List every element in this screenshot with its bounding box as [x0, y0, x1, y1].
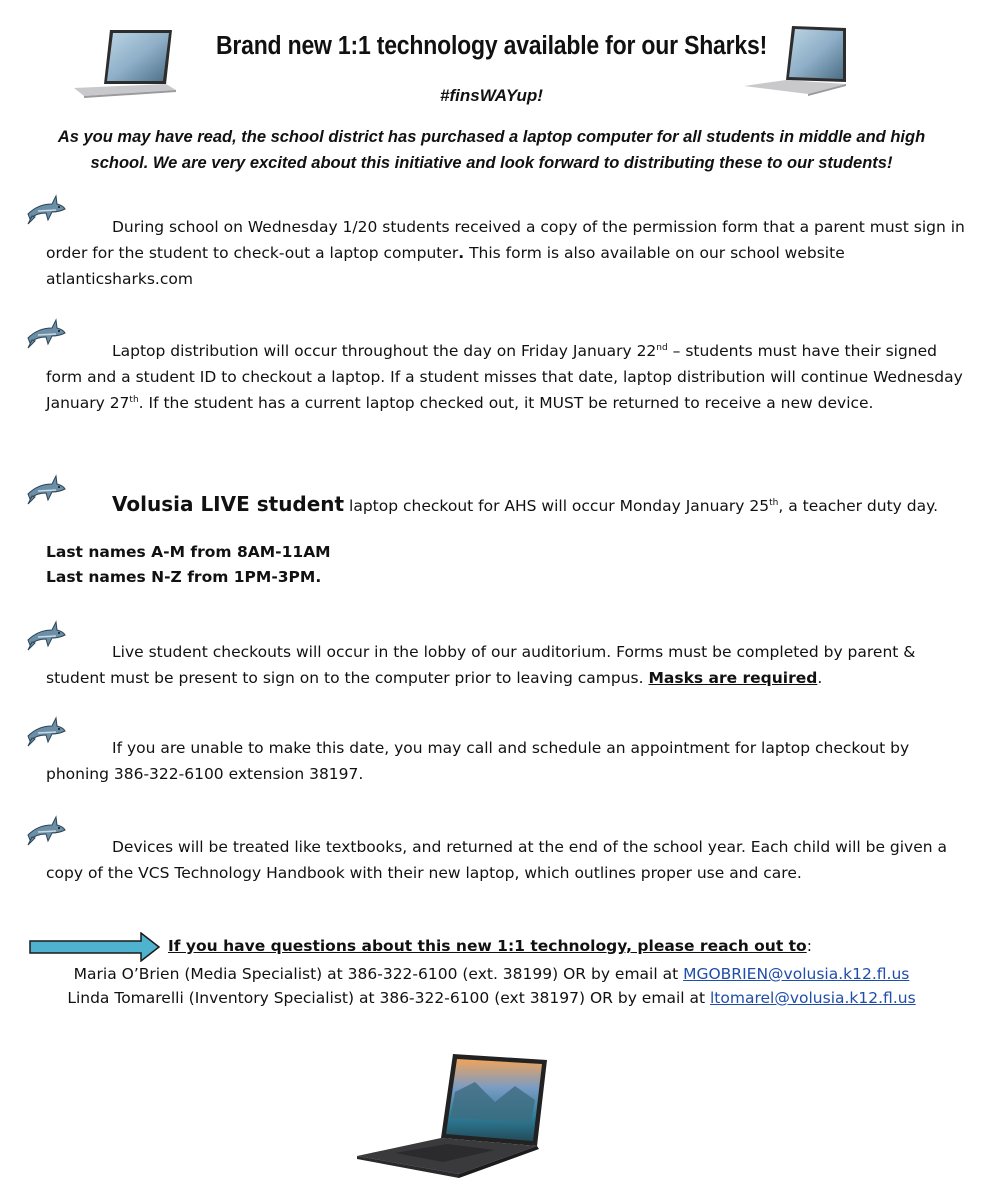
paragraph-appointment	[46, 735, 971, 787]
laptop-icon	[355, 1052, 550, 1180]
schedule-line: Last names A-M from 8AM-11AM	[46, 543, 331, 561]
contact-text: Maria O’Brien (Media Specialist) at 386-322-6100 (ext. 38199) OR by email at	[73, 965, 684, 983]
paragraph-text: If you are unable to make this date, you may call and schedule an appointment for laptop checkout by phoning 386-322-6100 extension 38197.	[46, 739, 910, 783]
paragraph-permission-form	[46, 214, 971, 292]
callout-colon: :	[806, 937, 812, 955]
callout-text: If you have questions about this new 1:1 technology, please reach out to	[168, 937, 807, 955]
paragraph-text: This form is also available on our school website atlanticsharks.com	[46, 244, 845, 288]
paragraph-text: .	[458, 244, 465, 262]
paragraph-text: – students must have their signed form and a student ID to checkout a laptop. If a student misses that date, laptop distribution will continue Wednesday January 27	[46, 342, 963, 412]
paragraph-devices	[46, 834, 971, 886]
arrow-right-icon	[29, 932, 161, 962]
paragraph-text: . If the student has a current laptop checked out, it MUST be returned to receive a new device.	[138, 394, 874, 412]
intro-text	[10, 124, 973, 176]
contact-line-maria	[0, 962, 983, 986]
masks-required-text: Masks are required	[648, 669, 818, 687]
hashtag: #finsWAYup!	[440, 86, 543, 105]
page-title: Brand new 1:1 technology available for our Sharks!	[215, 30, 768, 60]
ordinal-suffix: th	[769, 497, 779, 508]
contact-line-linda	[0, 986, 983, 1010]
paragraph-distribution	[46, 338, 971, 416]
email-link-mgobrien[interactable]: MGOBRIEN@volusia.k12.fl.us	[683, 965, 910, 983]
paragraph-text: Devices will be treated like textbooks, and returned at the end of the school year. Each child will be given a copy of the VCS Technology Handbook with their new laptop, which outlines proper use and care.	[46, 838, 948, 882]
paragraph-text: Laptop distribution will occur throughout the day on Friday January 22	[112, 342, 657, 360]
checkout-schedule	[46, 540, 331, 590]
paragraph-text: .	[817, 669, 823, 687]
paragraph-text: laptop checkout for AHS will occur Monday January 25	[344, 497, 770, 515]
paragraph-text: During school on Wednesday 1/20 students received a copy of the permission form that a parent must sign in order for the student to check-out a laptop computer	[46, 218, 965, 262]
paragraph-live-student	[46, 491, 971, 519]
intro-line-2: school. We are very excited about this initiative and look forward to distributing these to our students!	[90, 154, 893, 172]
paragraph-text: Live student checkouts will occur in the lobby of our auditorium. Forms must be completed by parent & student must be present to sign on to the computer prior to leaving campus.	[46, 643, 916, 687]
email-link-ltomarel[interactable]: ltomarel@volusia.k12.fl.us	[710, 989, 916, 1007]
ordinal-suffix: nd	[656, 342, 668, 353]
ordinal-suffix: th	[129, 394, 139, 405]
intro-line-1: As you may have read, the school district has purchased a laptop computer for all students in middle and high	[57, 128, 926, 146]
schedule-line: Last names N-Z from 1PM-3PM.	[46, 568, 322, 586]
contact-text: Linda Tomarelli (Inventory Specialist) at 386-322-6100 (ext 38197) OR by email at	[67, 989, 710, 1007]
paragraph-lead: Volusia LIVE student	[112, 492, 345, 516]
questions-callout	[168, 934, 812, 958]
paragraph-lobby	[46, 639, 971, 691]
paragraph-text: , a teacher duty day.	[778, 497, 938, 515]
